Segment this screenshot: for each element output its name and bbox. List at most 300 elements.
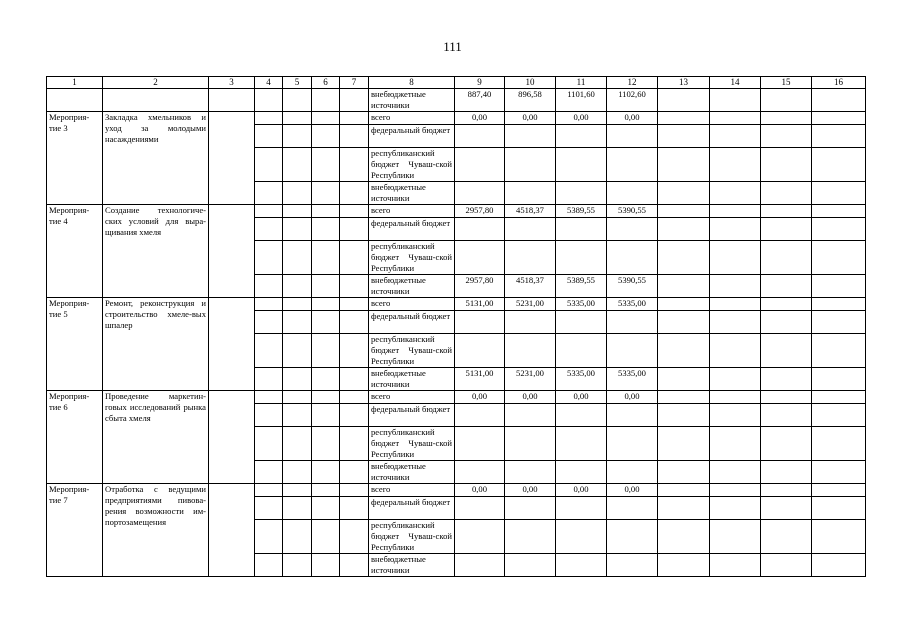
empty-cell-col13 xyxy=(658,427,710,461)
event-code: Мероприя-тие 3 xyxy=(47,112,103,205)
amount-cell-col10 xyxy=(505,241,556,275)
empty-cell-col15 xyxy=(761,520,812,554)
amount-cell-col9 xyxy=(455,125,505,148)
empty-cell-col15 xyxy=(761,554,812,577)
empty-cell-col6 xyxy=(312,182,340,205)
column-header-5: 5 xyxy=(283,77,312,89)
amount-cell-col12: 5335,00 xyxy=(607,298,658,311)
empty-cell-col16 xyxy=(812,241,866,275)
empty-cell-col13 xyxy=(658,205,710,218)
amount-cell-col11 xyxy=(556,404,607,427)
amount-cell-col12: 0,00 xyxy=(607,391,658,404)
funding-source-label: внебюджетные источники xyxy=(369,182,455,205)
empty-cell-col7 xyxy=(340,554,369,577)
amount-cell-col10 xyxy=(505,148,556,182)
amount-cell-col10: 4518,37 xyxy=(505,205,556,218)
amount-cell-col11 xyxy=(556,554,607,577)
empty-cell-col4 xyxy=(255,241,283,275)
amount-cell-col10 xyxy=(505,427,556,461)
empty-cell-col3 xyxy=(209,112,255,205)
amount-cell-col10: 5231,00 xyxy=(505,298,556,311)
empty-cell-col4 xyxy=(255,520,283,554)
event-code: Мероприя-тие 7 xyxy=(47,484,103,577)
empty-cell-col15 xyxy=(761,241,812,275)
empty-cell-col15 xyxy=(761,275,812,298)
empty-cell-col13 xyxy=(658,89,710,112)
table-row xyxy=(47,89,866,112)
amount-cell-col12 xyxy=(607,334,658,368)
amount-cell-col10 xyxy=(505,497,556,520)
empty-cell-col4 xyxy=(255,368,283,391)
empty-cell-col16 xyxy=(812,205,866,218)
event-name: Отработка с ведущими предприятиями пивова-рения возможности им-портозамещения xyxy=(103,484,209,577)
empty-cell-col13 xyxy=(658,520,710,554)
empty-cell-col14 xyxy=(710,148,761,182)
empty-cell-col16 xyxy=(812,112,866,125)
amount-cell-col12 xyxy=(607,125,658,148)
amount-cell-col12: 1102,60 xyxy=(607,89,658,112)
empty-cell-col4 xyxy=(255,391,283,404)
empty-cell-col7 xyxy=(340,89,369,112)
empty-cell-col4 xyxy=(255,334,283,368)
empty-cell-col4 xyxy=(255,89,283,112)
empty-cell-col6 xyxy=(312,484,340,497)
empty-cell-col6 xyxy=(312,520,340,554)
empty-cell-col13 xyxy=(658,461,710,484)
amount-cell-col12 xyxy=(607,182,658,205)
empty-cell-col4 xyxy=(255,298,283,311)
empty-cell-col7 xyxy=(340,298,369,311)
amount-cell-col9: 887,40 xyxy=(455,89,505,112)
amount-cell-col11 xyxy=(556,427,607,461)
empty-cell-col3 xyxy=(209,484,255,577)
amount-cell-col10: 896,58 xyxy=(505,89,556,112)
amount-cell-col10: 0,00 xyxy=(505,112,556,125)
empty-cell-col14 xyxy=(710,391,761,404)
empty-cell-col16 xyxy=(812,148,866,182)
amount-cell-col12 xyxy=(607,520,658,554)
empty-cell-col5 xyxy=(283,218,312,241)
empty-cell-col7 xyxy=(340,311,369,334)
amount-cell-col11: 5335,00 xyxy=(556,368,607,391)
table-row xyxy=(47,205,866,218)
empty-cell-col14 xyxy=(710,218,761,241)
empty-cell-col15 xyxy=(761,148,812,182)
amount-cell-col11 xyxy=(556,125,607,148)
amount-cell-col12 xyxy=(607,554,658,577)
column-header-6: 6 xyxy=(312,77,340,89)
empty-cell-col15 xyxy=(761,218,812,241)
empty-cell-col15 xyxy=(761,125,812,148)
event-name: Проведение маркетин-говых исследований рынка сбыта хмеля xyxy=(103,391,209,484)
empty-cell-col15 xyxy=(761,484,812,497)
event-name: Закладка хмельников и уход за молодыми насаждениями xyxy=(103,112,209,205)
empty-cell-col13 xyxy=(658,311,710,334)
table-body xyxy=(47,89,866,577)
empty-cell-col13 xyxy=(658,182,710,205)
empty-cell-col15 xyxy=(761,461,812,484)
empty-cell-col14 xyxy=(710,311,761,334)
event-name: Создание технологиче-ских условий для выра-щивания хмеля xyxy=(103,205,209,298)
empty-cell-col14 xyxy=(710,125,761,148)
empty-cell-col7 xyxy=(340,241,369,275)
column-header-14: 14 xyxy=(710,77,761,89)
amount-cell-col12 xyxy=(607,218,658,241)
funding-source-label: федеральный бюджет xyxy=(369,404,455,427)
amount-cell-col11 xyxy=(556,148,607,182)
empty-cell-col14 xyxy=(710,334,761,368)
empty-cell-col5 xyxy=(283,497,312,520)
empty-cell-col15 xyxy=(761,427,812,461)
empty-cell-col14 xyxy=(710,205,761,218)
amount-cell-col9 xyxy=(455,241,505,275)
empty-cell-col16 xyxy=(812,404,866,427)
column-header-12: 12 xyxy=(607,77,658,89)
amount-cell-col10 xyxy=(505,520,556,554)
empty-cell-col14 xyxy=(710,368,761,391)
empty-cell-col16 xyxy=(812,520,866,554)
amount-cell-col12 xyxy=(607,497,658,520)
amount-cell-col11 xyxy=(556,218,607,241)
empty-cell-col15 xyxy=(761,298,812,311)
empty-cell-col7 xyxy=(340,275,369,298)
amount-cell-col9 xyxy=(455,497,505,520)
empty-cell-col7 xyxy=(340,427,369,461)
empty-cell-col15 xyxy=(761,497,812,520)
empty-cell-col3 xyxy=(209,89,255,112)
amount-cell-col10 xyxy=(505,404,556,427)
empty-cell-col15 xyxy=(761,391,812,404)
funding-source-label: всего xyxy=(369,391,455,404)
amount-cell-col10 xyxy=(505,125,556,148)
empty-cell-col4 xyxy=(255,112,283,125)
empty-cell-col5 xyxy=(283,554,312,577)
empty-cell-col13 xyxy=(658,554,710,577)
empty-cell-col16 xyxy=(812,182,866,205)
empty-cell-col7 xyxy=(340,205,369,218)
empty-cell-col14 xyxy=(710,275,761,298)
table-row xyxy=(47,298,866,311)
amount-cell-col9 xyxy=(455,148,505,182)
amount-cell-col10 xyxy=(505,182,556,205)
amount-cell-col12 xyxy=(607,427,658,461)
empty-cell-col16 xyxy=(812,218,866,241)
empty-cell-col5 xyxy=(283,404,312,427)
column-header-1: 1 xyxy=(47,77,103,89)
empty-cell-col5 xyxy=(283,484,312,497)
empty-cell-col5 xyxy=(283,275,312,298)
amount-cell-col11 xyxy=(556,461,607,484)
empty-cell-col14 xyxy=(710,554,761,577)
empty-cell-col15 xyxy=(761,368,812,391)
empty-cell-col3 xyxy=(209,205,255,298)
empty-cell-col16 xyxy=(812,275,866,298)
empty-cell-col15 xyxy=(761,182,812,205)
amount-cell-col9 xyxy=(455,182,505,205)
amount-cell-col9 xyxy=(455,311,505,334)
table-row xyxy=(47,391,866,404)
empty-cell-col7 xyxy=(340,334,369,368)
amount-cell-col12 xyxy=(607,241,658,275)
empty-cell-col13 xyxy=(658,218,710,241)
amount-cell-col11 xyxy=(556,182,607,205)
page-number: 111 xyxy=(443,39,462,54)
column-header-16: 16 xyxy=(812,77,866,89)
empty-cell-col4 xyxy=(255,461,283,484)
empty-cell-col16 xyxy=(812,368,866,391)
column-header-row xyxy=(47,77,866,89)
empty-cell-col13 xyxy=(658,298,710,311)
amount-cell-col9: 0,00 xyxy=(455,484,505,497)
amount-cell-col9 xyxy=(455,461,505,484)
empty-cell-col15 xyxy=(761,89,812,112)
amount-cell-col10: 4518,37 xyxy=(505,275,556,298)
empty-cell-col4 xyxy=(255,311,283,334)
empty-cell-col6 xyxy=(312,554,340,577)
empty-cell-col4 xyxy=(255,427,283,461)
empty-cell-col6 xyxy=(312,497,340,520)
empty-cell-col6 xyxy=(312,148,340,182)
table-row xyxy=(47,484,866,497)
funding-source-label: республиканский бюджет Чуваш-ской Республики xyxy=(369,427,455,461)
empty-cell-col14 xyxy=(710,461,761,484)
empty-cell-col16 xyxy=(812,484,866,497)
empty-cell-col14 xyxy=(710,241,761,275)
amount-cell-col9: 0,00 xyxy=(455,391,505,404)
empty-cell-col4 xyxy=(255,404,283,427)
empty-cell-col14 xyxy=(710,112,761,125)
empty-cell-col6 xyxy=(312,218,340,241)
amount-cell-col10: 0,00 xyxy=(505,484,556,497)
empty-cell-col7 xyxy=(340,218,369,241)
empty-cell-col13 xyxy=(658,404,710,427)
amount-cell-col9 xyxy=(455,404,505,427)
funding-source-label: внебюджетные источники xyxy=(369,461,455,484)
column-header-8: 8 xyxy=(369,77,455,89)
column-header-7: 7 xyxy=(340,77,369,89)
empty-cell-col5 xyxy=(283,241,312,275)
empty-cell-col7 xyxy=(340,148,369,182)
funding-source-label: федеральный бюджет xyxy=(369,311,455,334)
amount-cell-col12: 0,00 xyxy=(607,484,658,497)
empty-cell-col5 xyxy=(283,391,312,404)
funding-source-label: внебюджетные источники xyxy=(369,89,455,112)
amount-cell-col12: 5335,00 xyxy=(607,368,658,391)
empty-cell-col6 xyxy=(312,275,340,298)
empty-cell-col15 xyxy=(761,334,812,368)
funding-source-label: республиканский бюджет Чуваш-ской Республики xyxy=(369,241,455,275)
amount-cell-col12 xyxy=(607,148,658,182)
empty-cell-col3 xyxy=(209,391,255,484)
empty-cell-col16 xyxy=(812,89,866,112)
empty-cell-col6 xyxy=(312,311,340,334)
amount-cell-col10 xyxy=(505,334,556,368)
empty-cell-col6 xyxy=(312,391,340,404)
empty-cell-col13 xyxy=(658,125,710,148)
empty-cell-col5 xyxy=(283,520,312,554)
empty-cell-col14 xyxy=(710,427,761,461)
empty-cell-col6 xyxy=(312,427,340,461)
amount-cell-col10 xyxy=(505,311,556,334)
empty-cell-col13 xyxy=(658,148,710,182)
empty-cell-col7 xyxy=(340,404,369,427)
empty-cell-col4 xyxy=(255,125,283,148)
empty-cell-col13 xyxy=(658,497,710,520)
empty-cell-col14 xyxy=(710,182,761,205)
amount-cell-col12 xyxy=(607,461,658,484)
amount-cell-col11: 0,00 xyxy=(556,391,607,404)
empty-cell-col13 xyxy=(658,484,710,497)
empty-cell-col16 xyxy=(812,125,866,148)
amount-cell-col10: 5231,00 xyxy=(505,368,556,391)
funding-source-label: всего xyxy=(369,298,455,311)
empty-cell-col13 xyxy=(658,334,710,368)
empty-cell-col15 xyxy=(761,112,812,125)
empty-cell-col16 xyxy=(812,311,866,334)
amount-cell-col11: 0,00 xyxy=(556,112,607,125)
event-name: Ремонт, реконструкция и строительство хмеле-вых шпалер xyxy=(103,298,209,391)
empty-cell-col13 xyxy=(658,368,710,391)
empty-cell-col7 xyxy=(340,461,369,484)
empty-cell-col13 xyxy=(658,275,710,298)
amount-cell-col12 xyxy=(607,311,658,334)
funding-source-label: внебюджетные источники xyxy=(369,368,455,391)
empty-cell-col14 xyxy=(710,89,761,112)
empty-cell-col4 xyxy=(255,148,283,182)
amount-cell-col11: 5389,55 xyxy=(556,205,607,218)
empty-cell-col5 xyxy=(283,368,312,391)
empty-cell-col7 xyxy=(340,497,369,520)
empty-cell-col1 xyxy=(47,89,103,112)
funding-source-label: республиканский бюджет Чуваш-ской Республики xyxy=(369,334,455,368)
funding-source-label: внебюджетные источники xyxy=(369,554,455,577)
column-header-10: 10 xyxy=(505,77,556,89)
empty-cell-col5 xyxy=(283,461,312,484)
empty-cell-col14 xyxy=(710,520,761,554)
amount-cell-col9: 2957,80 xyxy=(455,275,505,298)
empty-cell-col7 xyxy=(340,125,369,148)
amount-cell-col12 xyxy=(607,404,658,427)
empty-cell-col6 xyxy=(312,89,340,112)
funding-source-label: всего xyxy=(369,205,455,218)
empty-cell-col4 xyxy=(255,497,283,520)
empty-cell-col15 xyxy=(761,311,812,334)
empty-cell-col4 xyxy=(255,205,283,218)
amount-cell-col9 xyxy=(455,218,505,241)
empty-cell-col3 xyxy=(209,298,255,391)
event-code: Мероприя-тие 6 xyxy=(47,391,103,484)
amount-cell-col11: 1101,60 xyxy=(556,89,607,112)
empty-cell-col4 xyxy=(255,275,283,298)
empty-cell-col7 xyxy=(340,520,369,554)
empty-cell-col4 xyxy=(255,554,283,577)
amount-cell-col10 xyxy=(505,218,556,241)
empty-cell-col15 xyxy=(761,404,812,427)
column-header-15: 15 xyxy=(761,77,812,89)
amount-cell-col11 xyxy=(556,334,607,368)
empty-cell-col7 xyxy=(340,391,369,404)
amount-cell-col12: 5390,55 xyxy=(607,205,658,218)
empty-cell-col16 xyxy=(812,427,866,461)
empty-cell-col6 xyxy=(312,241,340,275)
funding-source-label: республиканский бюджет Чуваш-ской Республики xyxy=(369,148,455,182)
empty-cell-col14 xyxy=(710,298,761,311)
empty-cell-col13 xyxy=(658,241,710,275)
funding-source-label: федеральный бюджет xyxy=(369,218,455,241)
amount-cell-col10: 0,00 xyxy=(505,391,556,404)
amount-cell-col11 xyxy=(556,241,607,275)
empty-cell-col5 xyxy=(283,89,312,112)
empty-cell-col7 xyxy=(340,182,369,205)
empty-cell-col7 xyxy=(340,112,369,125)
empty-cell-col14 xyxy=(710,404,761,427)
empty-cell-col6 xyxy=(312,205,340,218)
empty-cell-col6 xyxy=(312,125,340,148)
amount-cell-col12: 0,00 xyxy=(607,112,658,125)
funding-source-label: федеральный бюджет xyxy=(369,497,455,520)
empty-cell-col16 xyxy=(812,554,866,577)
amount-cell-col9: 5131,00 xyxy=(455,368,505,391)
empty-cell-col6 xyxy=(312,368,340,391)
column-header-4: 4 xyxy=(255,77,283,89)
funding-source-label: федеральный бюджет xyxy=(369,125,455,148)
empty-cell-col5 xyxy=(283,427,312,461)
column-header-13: 13 xyxy=(658,77,710,89)
amount-cell-col11: 0,00 xyxy=(556,484,607,497)
empty-cell-col14 xyxy=(710,497,761,520)
amount-cell-col9 xyxy=(455,334,505,368)
amount-cell-col11: 5335,00 xyxy=(556,298,607,311)
empty-cell-col5 xyxy=(283,298,312,311)
amount-cell-col9: 0,00 xyxy=(455,112,505,125)
empty-cell-col4 xyxy=(255,484,283,497)
empty-cell-col5 xyxy=(283,334,312,368)
empty-cell-col16 xyxy=(812,334,866,368)
empty-cell-col15 xyxy=(761,205,812,218)
empty-cell-col7 xyxy=(340,368,369,391)
empty-cell-col14 xyxy=(710,484,761,497)
empty-cell-col13 xyxy=(658,112,710,125)
column-header-9: 9 xyxy=(455,77,505,89)
empty-cell-col7 xyxy=(340,484,369,497)
amount-cell-col9: 5131,00 xyxy=(455,298,505,311)
column-header-11: 11 xyxy=(556,77,607,89)
empty-cell-col5 xyxy=(283,148,312,182)
amount-cell-col10 xyxy=(505,554,556,577)
empty-cell-col5 xyxy=(283,311,312,334)
amount-cell-col11 xyxy=(556,497,607,520)
empty-cell-col4 xyxy=(255,218,283,241)
funding-source-label: внебюджетные источники xyxy=(369,275,455,298)
amount-cell-col9 xyxy=(455,520,505,554)
amount-cell-col9 xyxy=(455,554,505,577)
amount-cell-col9: 2957,80 xyxy=(455,205,505,218)
empty-cell-col13 xyxy=(658,391,710,404)
funding-table xyxy=(46,76,866,577)
column-header-2: 2 xyxy=(103,77,209,89)
funding-source-label: всего xyxy=(369,112,455,125)
empty-cell-col16 xyxy=(812,461,866,484)
funding-source-label: республиканский бюджет Чуваш-ской Республики xyxy=(369,520,455,554)
funding-source-label: всего xyxy=(369,484,455,497)
empty-cell-col2 xyxy=(103,89,209,112)
amount-cell-col9 xyxy=(455,427,505,461)
empty-cell-col16 xyxy=(812,497,866,520)
amount-cell-col11 xyxy=(556,520,607,554)
empty-cell-col6 xyxy=(312,298,340,311)
empty-cell-col5 xyxy=(283,125,312,148)
empty-cell-col6 xyxy=(312,461,340,484)
